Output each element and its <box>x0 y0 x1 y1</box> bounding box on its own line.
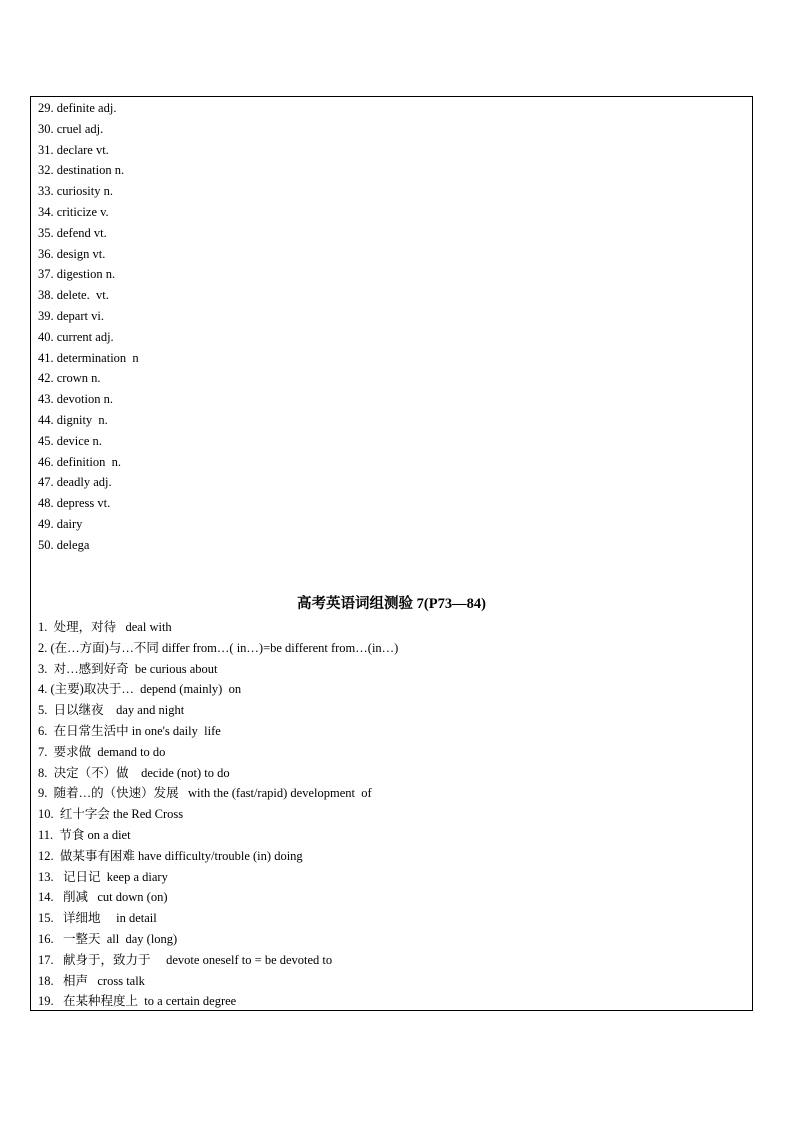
phrase-item: 4. (主要)取决于… depend (mainly) on <box>38 682 242 697</box>
vocab-item: 43. devotion n. <box>38 392 113 407</box>
phrase-list <box>38 617 398 1012</box>
vocabulary-list <box>38 98 139 556</box>
phrase-item: 10. 红十字会 the Red Cross <box>38 807 184 822</box>
document-table-cell <box>30 96 753 1011</box>
phrase-item: 9. 随着…的（快速）发展 with the (fast/rapid) development of <box>38 786 372 801</box>
vocab-item: 29. definite adj. <box>38 101 117 115</box>
vocab-item: 39. depart vi. <box>38 308 104 323</box>
vocab-item: 35. defend vt. <box>38 225 107 240</box>
phrase-item: 19. 在某种程度上 to a certain degree <box>38 994 237 1009</box>
vocab-item: 45. device n. <box>38 433 102 448</box>
vocab-item: 46. definition n. <box>38 454 121 469</box>
vocab-item: 44. dignity n. <box>38 412 108 427</box>
phrase-item: 1. 处理，对待 deal with <box>38 620 172 634</box>
phrase-item: 7. 要求做 demand to do <box>38 744 166 759</box>
vocab-item: 40. current adj. <box>38 329 114 344</box>
phrase-item: 16. 一整天 all day (long) <box>38 931 178 946</box>
vocab-item: 34. criticize v. <box>38 204 109 219</box>
vocab-item: 31. declare vt. <box>38 142 109 157</box>
vocab-item: 42. crown n. <box>38 371 101 386</box>
vocab-item: 38. delete. vt. <box>38 288 109 303</box>
section-title: 高考英语词组测验 7(P73—84) <box>297 596 486 612</box>
phrase-item: 2. (在…方面)与…不同 differ from…( in…)=be different from…(in…) <box>38 640 399 655</box>
vocab-item: 33. curiosity n. <box>38 184 113 199</box>
vocab-item: 47. deadly adj. <box>38 475 112 490</box>
phrase-item: 3. 对…感到好奇 be curious about <box>38 661 218 676</box>
phrase-item: 6. 在日常生活中 in one's daily life <box>38 723 221 738</box>
vocab-item: 50. delega <box>38 537 90 552</box>
vocab-item: 30. cruel adj. <box>38 121 104 136</box>
vocab-item: 32. destination n. <box>38 163 125 178</box>
phrase-item: 17. 献身于，致力于 devote oneself to = be devoted to <box>38 952 333 967</box>
phrase-item: 18. 相声 cross talk <box>38 973 145 988</box>
phrase-item: 14. 削减 cut down (on) <box>38 890 168 905</box>
phrase-item: 13. 记日记 keep a diary <box>38 869 168 884</box>
phrase-item: 15. 详细地 in detail <box>38 911 157 926</box>
vocab-item: 49. dairy <box>38 516 83 531</box>
phrase-item: 8. 决定（不）做 decide (not) to do <box>38 765 230 780</box>
phrase-item: 12. 做某事有困难 have difficulty/trouble (in) doing <box>38 848 303 863</box>
vocab-item: 48. depress vt. <box>38 496 111 511</box>
vocab-item: 36. design vt. <box>38 246 106 261</box>
vocab-item: 37. digestion n. <box>38 267 116 282</box>
phrase-item: 5. 日以继夜 day and night <box>38 703 185 718</box>
phrase-item: 11. 节食 on a diet <box>38 827 131 842</box>
vocab-item: 41. determination n <box>38 350 139 365</box>
